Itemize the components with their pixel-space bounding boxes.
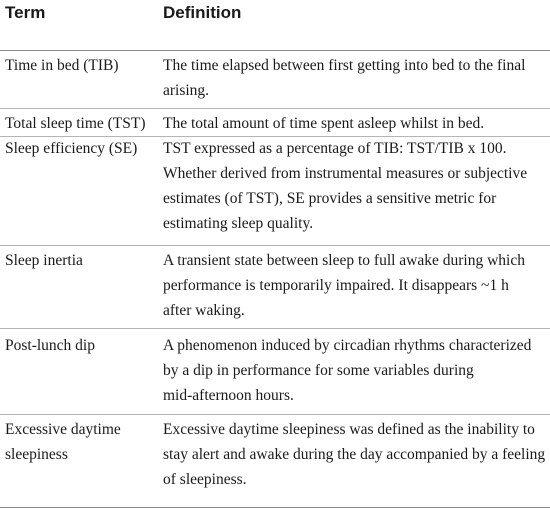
- definition-cell: [163, 111, 548, 136]
- term-line: Excessive daytime: [5, 421, 121, 438]
- definition-line: The time elapsed between first getting into bed to the final: [163, 57, 526, 74]
- term-cell: [5, 333, 155, 358]
- definition-line: by a dip in performance for some variables during: [163, 362, 474, 379]
- term-cell: [5, 136, 155, 161]
- term-cell: [5, 53, 155, 78]
- definition-line: estimating sleep quality.: [163, 215, 314, 232]
- table-header: [0, 0, 550, 51]
- column-header-term: Term: [5, 3, 46, 22]
- definition-line: stay alert and awake during the day accompanied by a feeling: [163, 446, 546, 463]
- term-cell: [5, 417, 155, 467]
- column-header-definition: Definition: [163, 3, 242, 22]
- definition-line: The total amount of time spent asleep whilst in bed.: [163, 115, 485, 132]
- definition-cell: [163, 248, 548, 323]
- definition-line: performance is temporarily impaired. It disappears ~1 h: [163, 277, 509, 294]
- definition-line: of sleepiness.: [163, 471, 247, 488]
- term-text: Sleep inertia: [5, 252, 83, 269]
- term-text: Time in bed (TIB): [5, 57, 119, 74]
- definition-line: estimates (of TST), SE provides a sensitive metric for: [163, 190, 497, 207]
- term-text: Total sleep time (TST): [5, 115, 146, 132]
- term-cell: [5, 111, 155, 136]
- definition-line: A transient state between sleep to full awake during which: [163, 252, 525, 269]
- definition-cell: [163, 53, 548, 103]
- row-divider: [0, 245, 550, 246]
- definition-cell: [163, 136, 548, 236]
- term-text: Sleep efficiency (SE): [5, 140, 138, 157]
- definition-line: arising.: [163, 82, 210, 99]
- term-line: sleepiness: [5, 446, 68, 463]
- definition-line: Whether derived from instrumental measures or subjective: [163, 165, 528, 182]
- definition-line: TST expressed as a percentage of TIB: TST/TIB x 100.: [163, 140, 507, 157]
- term-text: Post-lunch dip: [5, 337, 95, 354]
- definition-line: after waking.: [163, 302, 245, 319]
- row-divider: [0, 328, 550, 329]
- table-bottom-rule: [0, 507, 550, 508]
- term-cell: [5, 248, 155, 273]
- definition-line: mid-afternoon hours.: [163, 387, 294, 404]
- definition-line: Excessive daytime sleepiness was defined as the inability to: [163, 421, 535, 438]
- row-divider: [0, 108, 550, 109]
- row-divider: [0, 414, 550, 415]
- definition-cell: [163, 333, 548, 408]
- definition-line: A phenomenon induced by circadian rhythms characterized: [163, 337, 532, 354]
- definition-cell: [163, 417, 548, 492]
